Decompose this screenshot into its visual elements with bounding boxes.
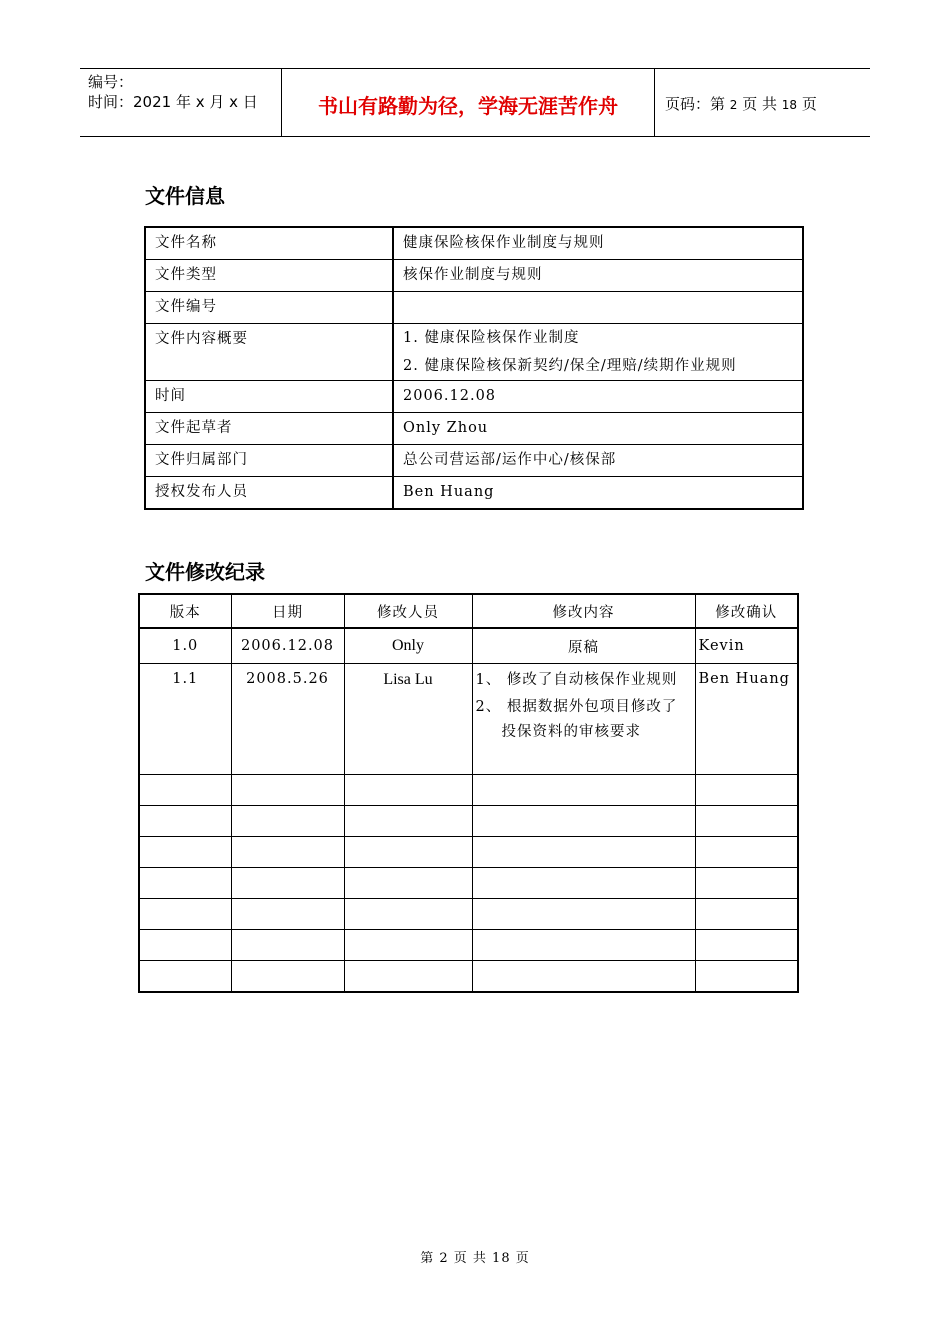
confirm-cell: Ben Huang [695,664,798,775]
empty-cell [472,899,695,930]
confirm-cell: Kevin [695,628,798,664]
table-row [139,628,798,664]
table-row [145,324,803,381]
info-label: 文件编号 [145,292,393,324]
empty-cell [231,806,344,837]
change-item: 1、 修改了自动核保作业规则 [475,672,678,688]
info-value [393,324,803,381]
header-divider-left [281,69,282,136]
empty-cell [344,868,472,899]
page-prefix: 页码：第 [665,95,726,113]
version-cell: 1.1 [139,664,231,775]
header-motto: 书山有路勤为径，学海无涯苦作舟 [318,94,618,118]
table-row [145,227,803,260]
info-label: 授权发布人员 [145,477,393,510]
info-value: 2006.12.08 [393,381,803,413]
info-value: 健康保险核保作业制度与规则 [393,227,803,260]
column-header: 日期 [231,594,344,628]
editor-cell: Lisa Lu [344,664,472,775]
page-suffix: 页 [801,95,817,113]
info-value [393,292,803,324]
revision-title: 文件修改纪录 [145,560,265,584]
empty-row [139,868,798,899]
empty-cell [139,868,231,899]
content-cell [472,664,695,775]
table-row [145,445,803,477]
empty-cell [231,775,344,806]
column-header: 修改内容 [472,594,695,628]
change-item: 2、 根据数据外包项目修改了投保资料的审核要求 [475,699,678,740]
table-row [145,413,803,445]
empty-cell [344,961,472,993]
header-top-rule [80,68,870,69]
table-row [145,260,803,292]
file-info-title: 文件信息 [145,184,225,208]
empty-cell [231,961,344,993]
info-value: 核保作业制度与规则 [393,260,803,292]
empty-cell [472,837,695,868]
empty-cell [695,775,798,806]
file-info-table [144,226,804,510]
empty-cell [695,806,798,837]
version-cell: 1.0 [139,628,231,664]
empty-cell [472,868,695,899]
empty-cell [344,930,472,961]
empty-cell [695,930,798,961]
info-label: 文件内容概要 [145,324,393,381]
empty-cell [472,775,695,806]
content-cell: 原稿 [472,628,695,664]
empty-cell [344,806,472,837]
info-label: 文件名称 [145,227,393,260]
empty-cell [695,837,798,868]
table-row [145,477,803,510]
empty-cell [139,961,231,993]
document-time-label: 时间：2021 年 x 月 x 日 [88,93,258,111]
table-row [139,664,798,775]
empty-row [139,775,798,806]
empty-row [139,899,798,930]
header-page-number [665,93,817,114]
empty-cell [695,899,798,930]
header-divider-right [654,69,655,136]
page-footer: 第 2 页 共 18 页 [420,1251,530,1266]
info-value: Only Zhou [393,413,803,445]
empty-cell [695,868,798,899]
empty-cell [231,868,344,899]
table-row [145,381,803,413]
empty-cell [231,899,344,930]
revision-table [138,593,799,993]
empty-cell [231,930,344,961]
empty-cell [472,930,695,961]
column-header: 版本 [139,594,231,628]
page-total: 18 [781,98,798,112]
info-label: 文件类型 [145,260,393,292]
column-header: 修改确认 [695,594,798,628]
empty-cell [344,899,472,930]
summary-line: 2. 健康保险核保新契约/保全/理赔/续期作业规则 [403,358,737,374]
page-mid: 页 共 [742,95,777,113]
empty-cell [139,899,231,930]
date-cell: 2006.12.08 [231,628,344,664]
info-label: 时间 [145,381,393,413]
empty-row [139,961,798,993]
empty-cell [344,775,472,806]
empty-cell [472,806,695,837]
table-row [145,292,803,324]
empty-cell [472,961,695,993]
info-value: Ben Huang [393,477,803,510]
document-number-label: 编号： [88,73,134,91]
editor-cell: Only [344,628,472,664]
empty-cell [139,837,231,868]
header-meta [88,72,258,112]
empty-cell [139,930,231,961]
empty-cell [344,837,472,868]
info-label: 文件归属部门 [145,445,393,477]
info-label: 文件起草者 [145,413,393,445]
empty-row [139,837,798,868]
info-value: 总公司营运部/运作中心/核保部 [393,445,803,477]
summary-line: 1. 健康保险核保作业制度 [403,330,580,346]
empty-row [139,806,798,837]
column-header: 修改人员 [344,594,472,628]
table-header-row [139,594,798,628]
date-cell: 2008.5.26 [231,664,344,775]
empty-row [139,930,798,961]
empty-cell [231,837,344,868]
empty-cell [695,961,798,993]
empty-cell [139,806,231,837]
header-bottom-rule [80,136,870,137]
page-current: 2 [729,98,738,112]
empty-cell [139,775,231,806]
